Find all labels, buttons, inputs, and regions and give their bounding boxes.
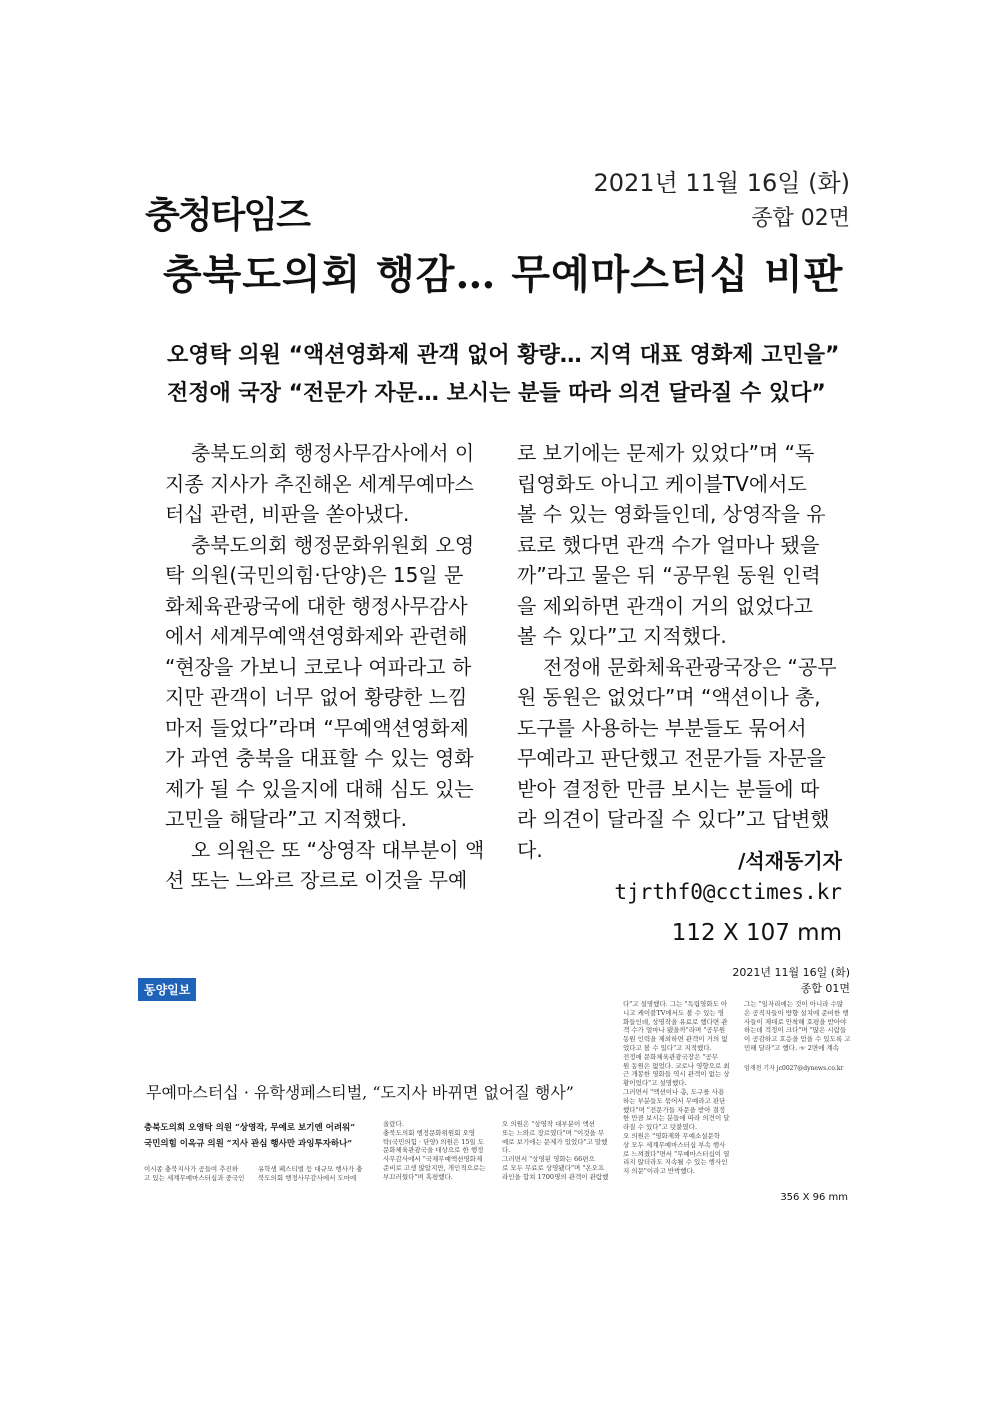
body-text-line: 또는 느와르 장르였다"며 "이것을 무 — [502, 1128, 605, 1137]
body-text-line: 라 의견이 달라질 수 있다”고 답변했 — [517, 807, 830, 831]
body-text-line: 황이었다"고 설명했다. — [623, 1079, 687, 1088]
body-text-line: 그러면서 "액션이나 총, 도구를 사용 — [623, 1087, 725, 1096]
clip2-body-column-c — [383, 1120, 485, 1182]
body-text-line: 하는데 걱정이 크다"며 "많은 시람들 — [744, 1026, 847, 1035]
body-text-line: 전정애 문화체육관광국장은 “공무 — [543, 654, 837, 679]
body-text-line: 로 모두 무료로 상영됐다"며 "온오프 — [502, 1163, 605, 1172]
body-text-line: 전정애 문화체육관광국장은 "공무 — [623, 1052, 719, 1061]
body-text-line: 립영화도 아니고 케이블TV에서도 — [517, 471, 807, 496]
body-text-line: 원 동원은 없었다. 코로나 영향으로 최 — [623, 1061, 730, 1070]
clip1-body-column-right — [517, 438, 849, 865]
body-text-line: 이 공감하고 호응을 얻을 수 있도록 고 — [744, 1035, 851, 1044]
body-text-line: 지 의문"이라고 반박했다. — [623, 1167, 695, 1176]
body-text-line: 지만 관객이 너무 없어 황량한 느낌 — [165, 685, 468, 709]
clip2-size-label: 356 X 96 mm — [780, 1192, 848, 1203]
clip1-headline: 충북도의회 행감… 무예마스터십 비판 — [163, 251, 844, 298]
body-text-line: 원 동원은 없었다”며 “액션이나 총, — [517, 685, 821, 709]
body-text-line: 은 공직자들이 방향 설치에 준비한 행 — [744, 1008, 849, 1017]
body-text-line: 했다"며 "전문가들 자문을 받아 결정 — [623, 1105, 726, 1114]
body-text-line: 화체육관광국에 대한 행정사무감사 — [165, 593, 468, 618]
body-text-line: 오 의원은 "상영작 대부분이 액션 — [502, 1120, 595, 1128]
body-text-line: 까”라고 물은 뒤 “공무원 동원 인력 — [517, 563, 821, 587]
body-text-line: 가 과연 충북을 대표할 수 있는 영화 — [165, 746, 474, 770]
body-text-line: 에서 세계무예액션영화제와 관련해 — [165, 624, 468, 648]
clip1-size-label: 112 X 107 mm — [671, 920, 842, 946]
body-text-line: 션 또는 느와르 장르로 이것을 무예 — [165, 868, 468, 892]
clipping-chungcheong-times — [145, 155, 850, 955]
body-text-line: 북도의회 행정사무감사에서 도마에 — [258, 1173, 357, 1182]
body-text-line: 문화체육관광국을 대상으로 한 행정 — [383, 1146, 484, 1155]
body-text-line: 그러면서 "상영된 영화는 66편으 — [502, 1155, 595, 1164]
clip1-newspaper-logo: 충청타임즈 — [145, 195, 309, 236]
body-text-line: 충북도의회 행정사무감사에서 이 — [191, 441, 475, 465]
body-text-line: 화들인데, 상영작을 유료로 했다면 관 — [623, 1017, 728, 1026]
body-text-line: 니고 케이블TV에서도 볼 수 있는 영 — [623, 1008, 724, 1017]
body-text-line: 탁 의원(국민의힘·단양)은 15일 문 — [165, 563, 464, 587]
body-text-line: 충북도의회 행정문화위원회 오영 — [383, 1128, 476, 1137]
body-text-line: 예로 보기에는 문제가 있었다"고 말했 — [502, 1137, 608, 1146]
clip2-date: 2021년 11월 16일 (화) — [732, 966, 850, 979]
clip1-page-label: 종합 02면 — [751, 206, 850, 231]
clip2-body-column-b — [258, 1165, 363, 1183]
body-text-line: 탁(국민의힘 · 단양) 의원은 15일 도 — [383, 1137, 485, 1146]
body-text-line: 료로 했다면 관객 수가 얼마나 됐을 — [517, 532, 820, 557]
body-text-line: 사무감사에서 "국제무예액션영화제 — [383, 1155, 483, 1164]
body-text-line: 다. — [502, 1146, 511, 1155]
clip2-body-column-d — [502, 1120, 608, 1182]
body-text-line: 리지 않더라도 지속될 수 있는 행사인 — [623, 1158, 728, 1167]
clip2-body-column-f — [744, 1000, 851, 1053]
body-text-line: 그는 "일자리에는 것이 아니라 수많 — [744, 1000, 844, 1008]
body-text-line: 볼 수 있는 영화들인데, 상영작을 유 — [517, 502, 826, 526]
clip2-newspaper-logo: 동양일보 — [138, 978, 196, 1001]
body-text-line: 제가 될 수 있을지에 대해 심도 있는 — [165, 776, 474, 801]
body-text-line: 사들이 제대로 안착해 호평을 받아야 — [744, 1017, 847, 1026]
body-text-line: 도구를 사용하는 부분들도 묶어서 — [517, 715, 807, 740]
clip2-byline: 엄재천 기자 jc0027@dynews.co.kr — [744, 1065, 844, 1072]
body-text-line: 고 있는 세계무예마스터십과 중국인 — [144, 1173, 245, 1182]
clip1-subheadline: 전정애 국장 “전문가 자문… 보시는 분들 따라 의견 달라질 수 있다” — [167, 381, 826, 406]
body-text-line: 오 의원은 "영화제와 무예소설문학 — [623, 1131, 721, 1140]
body-text-line: 이시종 충북지사가 공들여 추진하 — [144, 1165, 239, 1173]
body-text-line: 무예라고 판단했고 전문가들 자문을 — [517, 746, 826, 770]
body-text-line: 다"고 설명했다. 그는 "독립영화도 아 — [623, 1000, 728, 1008]
clip1-subheadlines — [167, 337, 839, 413]
clip1-byline: /석재동기자 — [738, 849, 842, 873]
clip2-headline: 무예마스터십 · 유학생페스티벌, “도지사 바뀌면 없어질 행사” — [146, 1083, 574, 1102]
clipping-dongyang-ilbo — [138, 960, 850, 1210]
body-text-line: 부끄러웠다"며 혹평했다. — [383, 1172, 453, 1181]
body-text-line: 준비로 고생 많았지만, 개인적으로는 — [383, 1163, 486, 1172]
body-text-line: 상 모두 세계무예마스터십 부속 행사 — [623, 1140, 726, 1149]
body-text-line: 동원 인력을 제외하면 관객이 거의 없 — [623, 1035, 728, 1044]
body-text-line: 고민을 해달라”고 지적했다. — [165, 807, 407, 831]
body-text-line: 근 개봉한 영화들 역시 관객이 없는 상 — [623, 1070, 730, 1079]
body-text-line: 지종 지사가 추진해온 세계무예마스 — [165, 471, 474, 496]
clip1-subheadline: 오영탁 의원 “액션영화제 관객 없어 황량… 지역 대표 영화제 고민을” — [167, 343, 840, 368]
clip2-body-column-a — [144, 1165, 244, 1183]
body-text-line: 오 의원은 또 “상영작 대부분이 액 — [191, 837, 485, 862]
body-text-line: 라인을 합쳐 1700명의 관객이 관람했 — [502, 1172, 609, 1181]
body-text-line: 하는 부분들도 묶어서 무예라고 판단 — [623, 1096, 726, 1105]
body-text-line: 었다고 볼 수 있다"고 지적했다. — [623, 1043, 712, 1052]
clip2-subheadline: 국민의힘 이옥규 의원 “지사 관심 행사만 과잉투자하나” — [144, 1139, 353, 1149]
clip1-date: 2021년 11월 16일 (화) — [593, 169, 850, 197]
body-text-line: 로 느껴졌다"면서 "무예마스터십이 열 — [623, 1149, 730, 1158]
body-text-line: 받아 결정한 만큼 보시는 분들에 따 — [517, 776, 820, 801]
clip1-body-column-left — [165, 438, 497, 896]
body-text-line: “현장을 가보니 코로나 여파라고 하 — [165, 654, 472, 679]
body-text-line: 민해 달라"고 했다. ☞ 2면에 계속 — [744, 1043, 840, 1052]
body-text-line: 객 수가 얼마나 됐을까"라며 "공무원 — [623, 1026, 726, 1035]
body-text-line: 다. — [517, 837, 543, 862]
clip2-page-label: 종합 01면 — [800, 982, 850, 995]
body-text-line: 볼 수 있다”고 지적했다. — [517, 624, 727, 648]
body-text-line: 로 보기에는 문제가 있었다”며 “독 — [517, 441, 815, 465]
clip1-email: tjrthf0@cctimes.kr — [614, 880, 842, 904]
body-text-line: 터십 관련, 비판을 쏟아냈다. — [165, 502, 410, 526]
body-text-line: 한 만큼 보시는 분들에 따라 의견이 달 — [623, 1114, 730, 1123]
clip2-body-column-e — [623, 1000, 730, 1176]
body-text-line: 올랐다. — [383, 1120, 404, 1128]
clip2-subheadline: 충북도의회 오영탁 의원 “상영작, 무예로 보기엔 어려워” — [144, 1123, 356, 1133]
body-text-line: 충북도의회 행정문화위원회 오영 — [191, 532, 475, 557]
body-text-line: 을 제외하면 관객이 거의 없었다고 — [517, 593, 813, 618]
body-text-line: 유학생 페스티벌 등 대규모 행사가 충 — [258, 1165, 363, 1173]
body-text-line: 라질 수 있다"고 덧붙였다. — [623, 1123, 698, 1132]
body-text-line: 마저 들었다”라며 “무예액션영화제 — [165, 715, 469, 740]
clip2-subheadlines — [144, 1120, 355, 1152]
